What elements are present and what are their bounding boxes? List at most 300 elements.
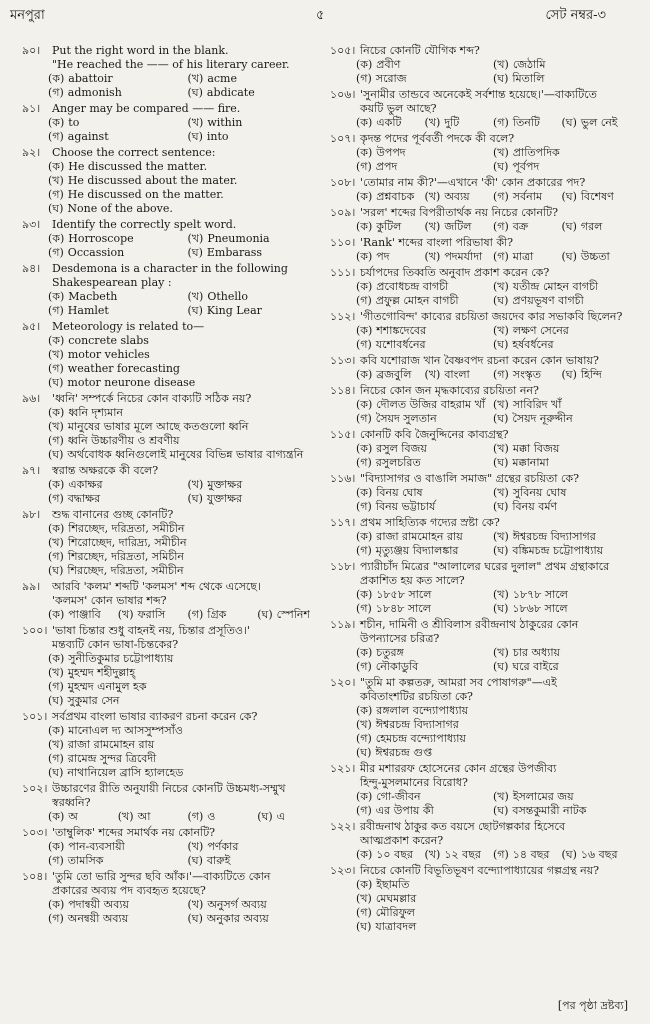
option [356,486,493,500]
option-text: বক্র [512,220,529,233]
option [48,434,180,448]
question-text: "বিদ্যাসাগর ও বাঙালি সমাজ" গ্রন্থের রচয়িতা কে? [360,472,579,485]
option-row [48,420,327,434]
option-label: (ঘ) [493,338,509,351]
option-text: রসুল বিজয় [376,442,427,455]
option-label: (খ) [424,250,441,263]
question-line [22,464,327,478]
option-row [356,58,630,72]
option-label: (খ) [424,220,441,233]
option-row [48,810,327,824]
question-line [330,132,630,146]
option-text: শশাঙ্কদেবের [376,324,427,337]
option [493,58,630,72]
option-text: প্রপদ [375,160,398,173]
question-number: ১০৩। [22,826,48,839]
question-line [22,884,327,898]
option-text: মানোএল দ্য আসসুম্পসাঁও [68,724,183,737]
option-label: (ক) [48,406,65,419]
option [48,130,188,144]
options [22,522,327,578]
option [356,456,493,470]
question [22,392,327,462]
option-text: শিরচ্ছেদ, দরিদ্রতা, সমিচীন [67,550,185,563]
option [493,602,630,616]
option-label: (ক) [356,486,373,499]
question-line [22,262,327,276]
option-row [356,160,630,174]
option [562,220,631,234]
question-number: ৯০। [22,44,41,57]
option-label: (ঘ) [561,250,577,263]
option-label: (খ) [117,608,134,621]
question-number: ৯১। [22,102,41,115]
option-text: বিনয় বর্মণ [512,500,558,513]
option-text: রঙ্গলাল বন্দ্যোপাধ্যায় [376,704,469,717]
option-text: সর্বনাম [512,190,543,203]
options [330,878,630,934]
option-label: (ক) [48,652,65,665]
option-label: (ঘ) [48,694,64,707]
question-line [330,384,630,398]
option-text: উপপদ [376,146,406,159]
option-text: বিশেষণ [580,190,614,203]
option-row [48,174,327,188]
option-row [356,500,630,514]
option-text: প্রাতিপদিক [512,146,560,159]
option-row [356,804,630,818]
question-text: "তুমি মা কল্পতরু, আমরা সব পোষাগরু"—এই [360,676,557,689]
options [330,398,630,426]
option-label: (খ) [48,348,64,361]
option-text: মক্কানামা [512,456,549,469]
option [356,412,493,426]
question [22,624,327,708]
options [22,406,327,462]
question-number [330,776,360,790]
question [330,384,630,426]
question-line [330,354,630,368]
question-number: ১১৭। [330,516,356,529]
question [22,870,327,926]
option-text: ভুল নেই [580,116,618,129]
option-row [48,130,327,144]
question-number [22,594,52,608]
option-row [48,72,327,86]
option [425,848,494,862]
option [356,368,425,382]
option-text: প্রবোধচন্দ্র বাগচী [376,280,449,293]
question [330,310,630,352]
option [356,920,416,934]
option [48,174,237,188]
option [493,146,630,160]
page-number: ৫ [316,8,325,23]
option [48,766,183,780]
question [22,508,327,578]
option-text: যতীন্দ্র মোহন বাগচী [512,280,599,293]
option [188,854,328,868]
question-text: Desdemona is a character in the following [52,262,288,275]
option [356,190,425,204]
option-row [48,608,327,622]
option-row [356,906,630,920]
option-text: ১০ বছর [376,848,413,861]
option-label: (গ) [48,752,64,765]
question-text: আত্মপ্রকাশ করেন? [360,834,444,847]
option [188,304,328,318]
option-text: ১৮৬৮ সালে [512,602,568,615]
option [493,412,630,426]
option-text: He discussed about the mater. [67,174,238,187]
option [425,250,494,264]
option-row [48,160,327,174]
options [330,848,630,862]
option-label: (খ) [493,442,509,455]
option [493,660,630,674]
option-label: (খ) [493,146,509,159]
option [425,220,494,234]
option-label: (ক) [356,530,373,543]
question-line [22,276,327,290]
option-label: (ঘ) [493,500,509,513]
option [48,86,188,100]
option-label: (খ) [48,420,64,433]
question-number: ৯৬। [22,392,41,405]
question-number: ১১২। [330,310,356,323]
options [330,58,630,86]
option-label: (খ) [187,232,204,245]
option-text: অব্যয় [444,190,470,203]
options [22,898,327,926]
option-text: পদ [376,250,390,263]
options [330,486,630,514]
option-label: (ক) [48,290,65,303]
option-label: (ঘ) [187,492,203,505]
option-text: Horroscope [68,232,134,245]
option-text: ১৪ বছর [512,848,550,861]
option [493,588,630,602]
option-text: এর উপায় কী [375,804,434,817]
option-label: (গ) [48,680,64,693]
question [330,472,630,514]
option-label: (গ) [493,848,509,861]
option-row [48,406,327,420]
option [493,500,630,514]
option-row [356,398,630,412]
option-label: (ক) [356,878,373,891]
option [356,704,468,718]
option-text: প্রফুল্ল মোহন বাগচী [375,294,459,307]
set-number: সেট নম্বর-৩ [545,8,606,23]
option [118,608,188,622]
question-line [22,218,327,232]
question-text: 'তুমি তো ভারি সুন্দর ছবি আঁক।'—বাক্যটিতে কোন [52,870,271,883]
option [356,72,493,86]
option-label: (খ) [493,280,509,293]
option [48,666,135,680]
option-label: (গ) [356,456,372,469]
option-text: অনন্বয়ী অব্যয় [67,912,129,925]
question-number: ১১৬। [330,472,356,485]
option-text: অ [68,810,78,823]
option-label: (ঘ) [187,912,203,925]
option-row [356,718,630,732]
option-label: (ক) [356,442,373,455]
option-text: গো-জীবন [376,790,421,803]
option [356,280,493,294]
option-row [356,250,630,264]
option-label: (ক) [356,250,373,263]
option-text: None of the above. [67,202,173,215]
question-text: 'Rank' শব্দের বাংলা পরিভাষা কী? [360,236,514,249]
option-row [48,86,327,100]
option-label: (গ) [356,412,372,425]
option-row [356,848,630,862]
option-text: মৃত্যুঞ্জয় বিদ্যালঙ্কার [375,544,459,557]
option-label: (খ) [187,116,204,129]
option-label: (গ) [356,602,372,615]
question-line [330,762,630,776]
option [493,280,630,294]
option-text: motor vehicles [67,348,150,361]
option-text: লক্ষণ সেনের [512,324,569,337]
option-label: (গ) [48,362,64,375]
option-label: (ঘ) [187,130,203,143]
option-text: অনুকার অব্যয় [206,912,269,925]
option-row [48,522,327,536]
question-number [22,796,52,810]
question-text: 'ভাষা চিন্তার শুধু বাহনই নয়, চিন্তার প্রসূতিও।' [52,624,250,637]
question-line [22,826,327,840]
option-row [48,536,327,550]
option-text: ধ্বনি দৃশ্যমান [68,406,123,419]
option-label: (ক) [356,646,373,659]
question-text: মীর মশাররফ হোসেনের কোন গ্রন্থের উপজীব্য [360,762,557,775]
question-text: স্বরধ্বনি? [52,796,91,809]
option-text: into [206,130,229,143]
option-row [48,752,327,766]
options [330,588,630,616]
question-text: কবিতাংশটির রচয়িতা কে? [360,690,473,703]
option-label: (খ) [187,478,204,491]
question [330,762,630,818]
question [330,676,630,760]
option-label: (ঘ) [48,448,64,461]
question-text: মন্তব্যটি কোন ভাষা-চিন্তকের? [52,638,179,651]
question-number: ১০৬। [330,88,356,101]
option [356,602,493,616]
option-text: ঈশ্বরচন্দ্র বিদ্যাসাগর [512,530,596,543]
options [22,116,327,144]
question-line [330,88,630,102]
option-row [356,456,630,470]
option-text: ১৮৪৮ সালে [375,602,431,615]
question [330,618,630,674]
option-label: (খ) [424,368,441,381]
options [330,368,630,382]
option [493,160,630,174]
option [48,478,188,492]
option-text: হেমচন্দ্র বন্দ্যোপাধ্যায় [375,732,466,745]
question-line [22,594,327,608]
option-text: সুনীতিকুমার চট্টোপাধ্যায় [68,652,174,665]
option-row [48,188,327,202]
option-label: (গ) [48,854,64,867]
question [330,44,630,86]
question [22,826,327,868]
option-row [48,434,327,448]
option-row [48,898,327,912]
option-label: (গ) [356,906,372,919]
option [48,724,183,738]
option [493,116,562,130]
question-number: ১১৯। [330,618,356,631]
option [493,190,562,204]
question-number: ১০৮। [330,176,356,189]
question [330,864,630,934]
option-label: (ঘ) [561,368,577,381]
option-label: (ঘ) [187,246,203,259]
option-text: সরোজ [375,72,407,85]
question-line [330,676,630,690]
question-line [22,58,327,72]
option [356,544,493,558]
option [188,912,328,926]
option-row [356,324,630,338]
option [356,660,493,674]
option-text: সংস্কৃত [512,368,541,381]
option [48,160,207,174]
option-label: (খ) [48,536,64,549]
options [22,840,327,868]
question-line [22,710,327,724]
question-text: প্রকাশিত হয় কত সালে? [360,574,465,587]
options [22,334,327,390]
question [22,262,327,318]
option-text: মক্কা বিজয় [512,442,560,455]
option-label: (গ) [356,500,372,513]
option [48,492,188,506]
option-label: (ক) [48,522,65,535]
option-row [356,544,630,558]
options [22,652,327,708]
option-label: (ক) [48,72,65,85]
question-text: Anger may be compared —— fire. [52,102,241,115]
option-text: গরল [580,220,603,233]
options [22,810,327,824]
option-row [356,338,630,352]
question-text: স্বরান্ত অক্ষরকে কী বলে? [52,464,159,477]
question-line [330,310,630,324]
option-text: বসন্তকুমারী নাটক [512,804,587,817]
option-row [356,704,630,718]
option-label: (গ) [356,804,372,817]
option-label: (ঘ) [48,766,64,779]
option-row [48,652,327,666]
option-label: (খ) [493,790,509,803]
question-line [330,690,630,704]
option-text: জেঠামি [512,58,546,71]
option [48,116,188,130]
option [425,116,494,130]
option [493,848,562,862]
option [48,376,195,390]
options [22,232,327,260]
option [188,86,328,100]
question-text: আরবি 'কলম' শব্দটি 'কলমস' শব্দ থেকে এসেছে। [52,580,261,593]
question-line [330,236,630,250]
option-row [48,492,327,506]
question-number [22,638,52,652]
option [493,646,630,660]
question-text: 'তাম্বুলিক' শব্দের সমার্থক নয় কোনটি? [52,826,216,839]
option-label: (খ) [187,290,204,303]
option-row [356,920,630,934]
option-label: (ক) [356,190,373,203]
option [48,840,188,854]
option-label: (খ) [424,190,441,203]
option [188,72,328,86]
options [330,280,630,308]
question-number: ১০৯। [330,206,356,219]
option-row [356,660,630,674]
question-line [22,320,327,334]
option-text: ১৮৭৮ সালে [512,588,568,601]
option [48,608,118,622]
option-text: তামসিক [67,854,104,867]
option-text: শিরচ্ছেদ, দরিদ্রতা, সমীচীন [67,564,184,577]
question-text: নিচের কোন জন মৃদ্ধকাব্যের রচয়িতা নন? [360,384,539,397]
option [493,804,630,818]
option-text: মানুষের ভাষার মূলে আছে কতগুলো ধ্বনি [67,420,249,433]
option-row [48,550,327,564]
option-row [356,878,630,892]
option-label: (ঘ) [356,920,372,933]
question-text: Meteorology is related to— [52,320,205,333]
option [356,732,466,746]
option [356,906,415,920]
option-text: Embarass [206,246,263,259]
option-text: He discussed on the matter. [67,188,224,201]
option [188,116,328,130]
option-label: (খ) [424,116,441,129]
option-label: (ঘ) [561,190,577,203]
option-text: বাংলা [444,368,470,381]
question-text: Shakespearean play : [52,276,172,289]
option-text: হিন্দি [580,368,602,381]
option-row [356,746,630,760]
option-text: Occassion [67,246,125,259]
options [330,220,630,234]
option-text: মাত্রা [512,250,534,263]
option-label: (ঘ) [493,660,509,673]
option-label: (ক) [48,898,65,911]
question [22,320,327,390]
right-column [330,44,630,936]
option-row [48,680,327,694]
option [356,220,425,234]
option-row [356,116,630,130]
option-label: (ঘ) [356,746,372,759]
option-row [48,202,327,216]
question [330,132,630,174]
option-text: মিতালি [512,72,545,85]
question-text: চর্যাপদের তিব্বতি অনুবাদ প্রকাশ করেন কে? [360,266,550,279]
options [330,442,630,470]
option [425,368,494,382]
option-label: (ঘ) [48,564,64,577]
